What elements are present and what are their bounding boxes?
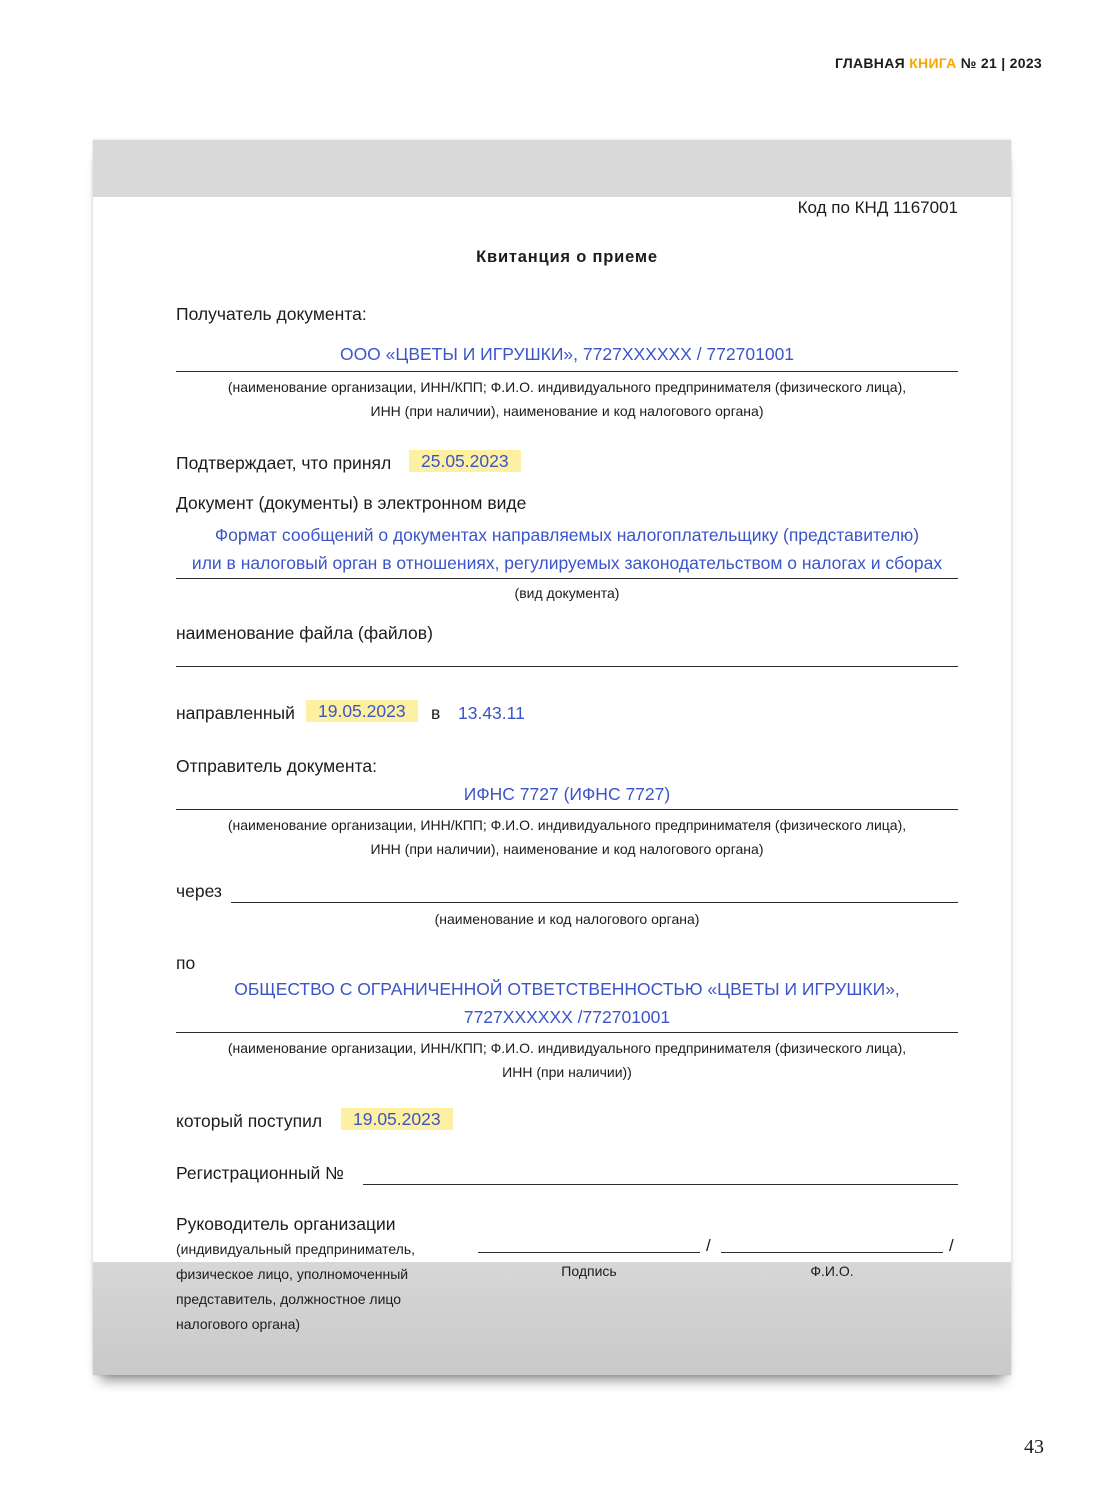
head-caption-2: физическое лицо, уполномоченный — [176, 1266, 409, 1282]
doc-type-rule — [176, 578, 958, 579]
via-caption: (наименование и код налогового органа) — [434, 911, 700, 927]
edoc-label: Документ (документы) в электронном виде — [176, 493, 527, 513]
sent-in: в — [431, 703, 441, 723]
regnum-rule — [363, 1184, 958, 1185]
filename-label: наименование файла (файлов) — [176, 623, 433, 643]
magazine-header — [835, 55, 1042, 71]
po-caption-1: (наименование организации, ИНН/КПП; Ф.И.О. индивидуального предпринимателя (физического лица), — [227, 1040, 907, 1056]
recipient-value: ООО «ЦВЕТЫ И ИГРУШКИ», 7727XXXXXX / 772701001 — [339, 344, 795, 364]
via-label: через — [176, 881, 222, 901]
signature-caption: Подпись — [561, 1263, 617, 1279]
received-date-highlight: 19.05.2023 — [341, 1108, 453, 1130]
recipient-rule — [176, 371, 958, 372]
po-rule — [176, 1032, 958, 1033]
sent-label: направленный — [176, 703, 295, 723]
issue-number: № 21 | 2023 — [960, 55, 1042, 71]
knd-code: Код по КНД 1167001 — [797, 198, 958, 217]
slash-1: / — [706, 1236, 711, 1255]
recipient-caption-1: (наименование организации, ИНН/КПП; Ф.И.О. индивидуального предпринимателя (физического лица), — [227, 379, 907, 395]
doc-type-line1: Формат сообщений о документах направляемых налогоплательщику (представителю) — [214, 525, 920, 545]
head-label: Руководитель организации — [176, 1214, 396, 1234]
head-caption-4: налогового органа) — [176, 1316, 301, 1332]
received-date — [341, 1108, 453, 1130]
sender-rule — [176, 809, 958, 810]
recipient-label: Получатель документа: — [176, 304, 367, 324]
sent-time: 13.43.11 — [458, 703, 525, 723]
sender-label: Отправитель документа: — [176, 756, 377, 776]
po-value-line1: ОБЩЕСТВО С ОГРАНИЧЕННОЙ ОТВЕТСТВЕННОСТЬЮ «ЦВЕТЫ И ИГРУШКИ», — [234, 979, 900, 999]
page-number: 43 — [1024, 1436, 1044, 1458]
head-caption-3: представитель, должностное лицо — [176, 1291, 402, 1307]
fio-caption: Ф.И.О. — [810, 1263, 854, 1279]
regnum-label: Регистрационный № — [176, 1163, 344, 1183]
recipient-caption-2: ИНН (при наличии), наименование и код налогового органа) — [370, 403, 764, 419]
po-caption-2: ИНН (при наличии)) — [502, 1064, 632, 1080]
sent-date-highlight: 19.05.2023 — [306, 700, 418, 722]
confirms-date-highlight: 25.05.2023 — [409, 450, 521, 472]
document-sheet — [93, 140, 1011, 1375]
signature-rule — [478, 1252, 700, 1253]
received-label: который поступил — [176, 1111, 323, 1131]
sender-caption-1: (наименование организации, ИНН/КПП; Ф.И.О. индивидуального предпринимателя (физического лица), — [227, 817, 907, 833]
sheet-top-band — [93, 140, 1011, 197]
po-value-line2: 7727XXXXXX /772701001 — [463, 1007, 671, 1027]
doc-type-caption: (вид документа) — [514, 585, 620, 601]
document-title: Квитанция о приеме — [476, 248, 658, 266]
filename-rule — [176, 666, 958, 667]
sender-value: ИФНС 7727 (ИФНС 7727) — [463, 784, 671, 804]
po-label: по — [176, 953, 196, 973]
head-caption-1: (индивидуальный предприниматель, — [176, 1241, 416, 1257]
slash-2: / — [949, 1236, 954, 1255]
sent-date — [306, 700, 418, 722]
confirms-label: Подтверждает, что принял — [176, 453, 392, 473]
via-rule — [231, 902, 958, 903]
fio-rule — [721, 1252, 943, 1253]
confirms-date — [409, 450, 521, 472]
doc-type-line2: или в налоговый орган в отношениях, регулируемых законодательством о налогах и сборах — [191, 553, 943, 573]
brand-kniga: КНИГА — [909, 55, 957, 71]
brand-glavnaya: ГЛАВНАЯ — [834, 55, 905, 71]
sender-caption-2: ИНН (при наличии), наименование и код налогового органа) — [370, 841, 764, 857]
